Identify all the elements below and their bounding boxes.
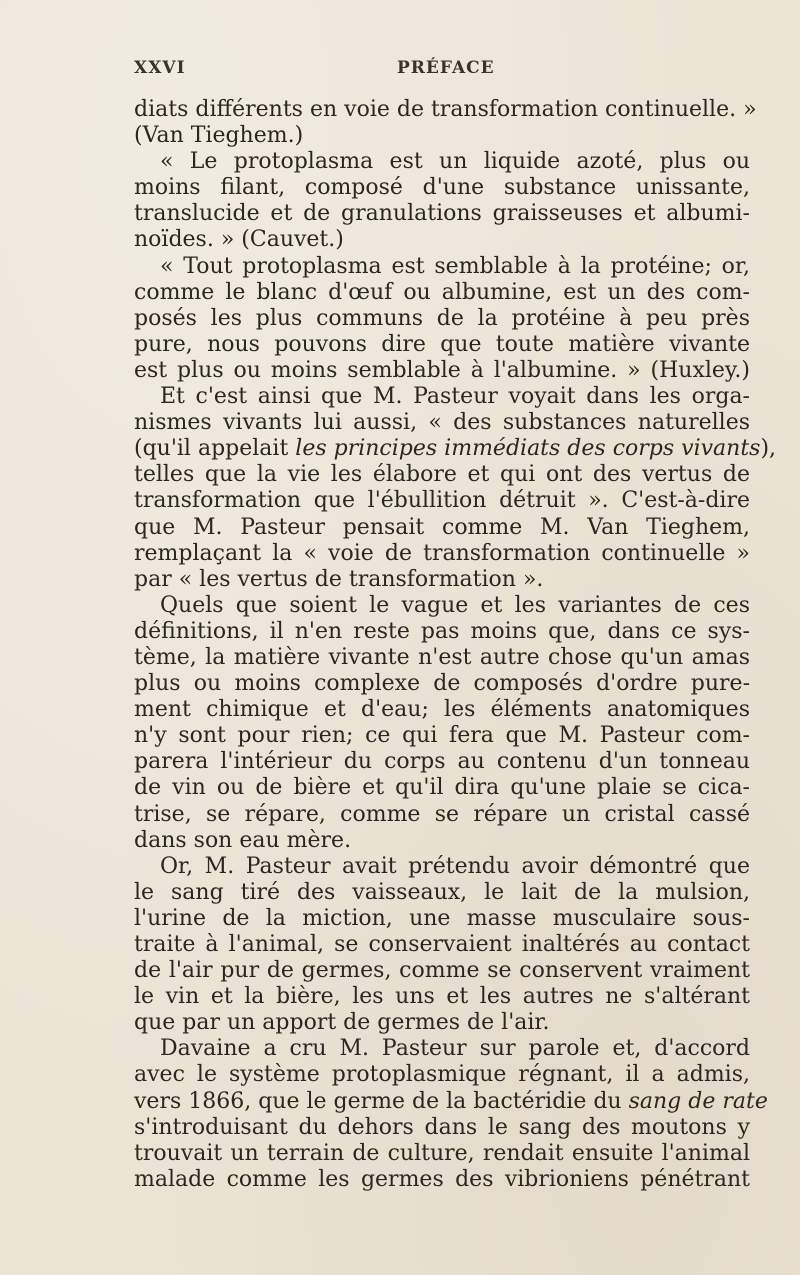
text-line: que M. Pasteur pensait comme M. Van Tieghem, bbox=[134, 514, 750, 540]
text-line: transformation que l'ébullition détruit ». C'est-à-dire bbox=[134, 488, 750, 514]
text-line: le sang tiré des vaisseaux, le lait de la mulsion, bbox=[134, 879, 750, 905]
text-line: « Tout protoplasma est semblable à la protéine; or, bbox=[160, 253, 750, 279]
page-number: XXVI bbox=[134, 58, 186, 78]
text-line: traite à l'animal, se conservaient inaltérés au contact bbox=[134, 932, 750, 957]
text-line: le vin et la bière, les uns et les autres ne s'altérant bbox=[134, 984, 750, 1010]
text-line: définitions, il n'en reste pas moins que, dans ce sys- bbox=[134, 618, 750, 644]
text-line: avec le système protoplasmique régnant, il a admis, bbox=[134, 1062, 750, 1088]
text-line: s'introduisant du dehors dans le sang des moutons y bbox=[134, 1114, 750, 1140]
text-line-with-italic bbox=[134, 1088, 768, 1115]
body-text bbox=[134, 97, 777, 1193]
text-line: diats différents en voie de transformation continuelle. » bbox=[134, 97, 757, 122]
running-head bbox=[134, 58, 750, 84]
italic-phrase: sang de rate bbox=[628, 1088, 768, 1114]
text-line: parera l'intérieur du corps au contenu d'un tonneau bbox=[134, 749, 750, 775]
text-line: noïdes. » (Cauvet.) bbox=[134, 227, 344, 253]
text-line: de l'air pur de germes, comme se conservent vraiment bbox=[134, 958, 750, 984]
text-line: que par un apport de germes de l'air. bbox=[134, 1010, 550, 1036]
text-line: l'urine de la miction, une masse musculaire sous- bbox=[134, 905, 750, 931]
text-line: nismes vivants lui aussi, « des substances naturelles bbox=[134, 410, 750, 436]
text-line: remplaçant la « voie de transformation continuelle » bbox=[134, 540, 750, 566]
text-line: translucide et de granulations graisseuses et albumi- bbox=[134, 201, 750, 227]
text-line: dans son eau mère. bbox=[134, 827, 352, 853]
text-line: tème, la matière vivante n'est autre chose qu'un amas bbox=[134, 644, 750, 670]
text-line: pure, nous pouvons dire que toute matière vivante bbox=[134, 331, 750, 357]
text-line: trouvait un terrain de culture, rendait ensuite l'animal bbox=[134, 1140, 750, 1166]
text-line: ment chimique et d'eau; les éléments anatomiques bbox=[134, 697, 750, 723]
text-line: est plus ou moins semblable à l'albumine. » (Huxley.) bbox=[134, 357, 750, 383]
text-line: « Le protoplasma est un liquide azoté, plus ou bbox=[160, 149, 750, 175]
italic-phrase: les principes immédiats des corps vivants bbox=[295, 436, 761, 462]
text-fragment: ), bbox=[760, 436, 777, 462]
text-line-with-italic bbox=[134, 436, 777, 462]
text-line: plus ou moins complexe de composés d'ordre pure- bbox=[134, 671, 750, 697]
text-fragment: vers 1866, que le germe de la bactéridie du bbox=[134, 1088, 629, 1114]
text-line: Quels que soient le vague et les variantes de ces bbox=[160, 592, 750, 618]
text-line: Or, M. Pasteur avait prétendu avoir démontré que bbox=[160, 853, 750, 879]
text-line: de vin ou de bière et qu'il dira qu'une plaie se cica- bbox=[134, 775, 750, 801]
text-line: moins filant, composé d'une substance unissante, bbox=[134, 175, 750, 201]
text-line: par « les vertus de transformation ». bbox=[134, 566, 544, 592]
text-line: Et c'est ainsi que M. Pasteur voyait dans les orga- bbox=[160, 384, 750, 410]
text-line: posés les plus communs de la protéine à peu près bbox=[134, 305, 750, 331]
text-line: n'y sont pour rien; ce qui fera que M. Pasteur com- bbox=[134, 723, 750, 749]
running-title: PRÉFACE bbox=[397, 58, 495, 78]
text-line: telles que la vie les élabore et qui ont des vertus de bbox=[134, 462, 750, 488]
text-fragment: (qu'il appelait bbox=[134, 436, 296, 462]
text-line: malade comme les germes des vibrioniens pénétrant bbox=[134, 1166, 750, 1192]
text-line: (Van Tieghem.) bbox=[134, 123, 304, 149]
text-line: Davaine a cru M. Pasteur sur parole et, d'accord bbox=[160, 1036, 750, 1062]
text-line: comme le blanc d'œuf ou albumine, est un des com- bbox=[134, 279, 750, 305]
text-line: trise, se répare, comme se répare un cristal cassé bbox=[134, 801, 750, 827]
